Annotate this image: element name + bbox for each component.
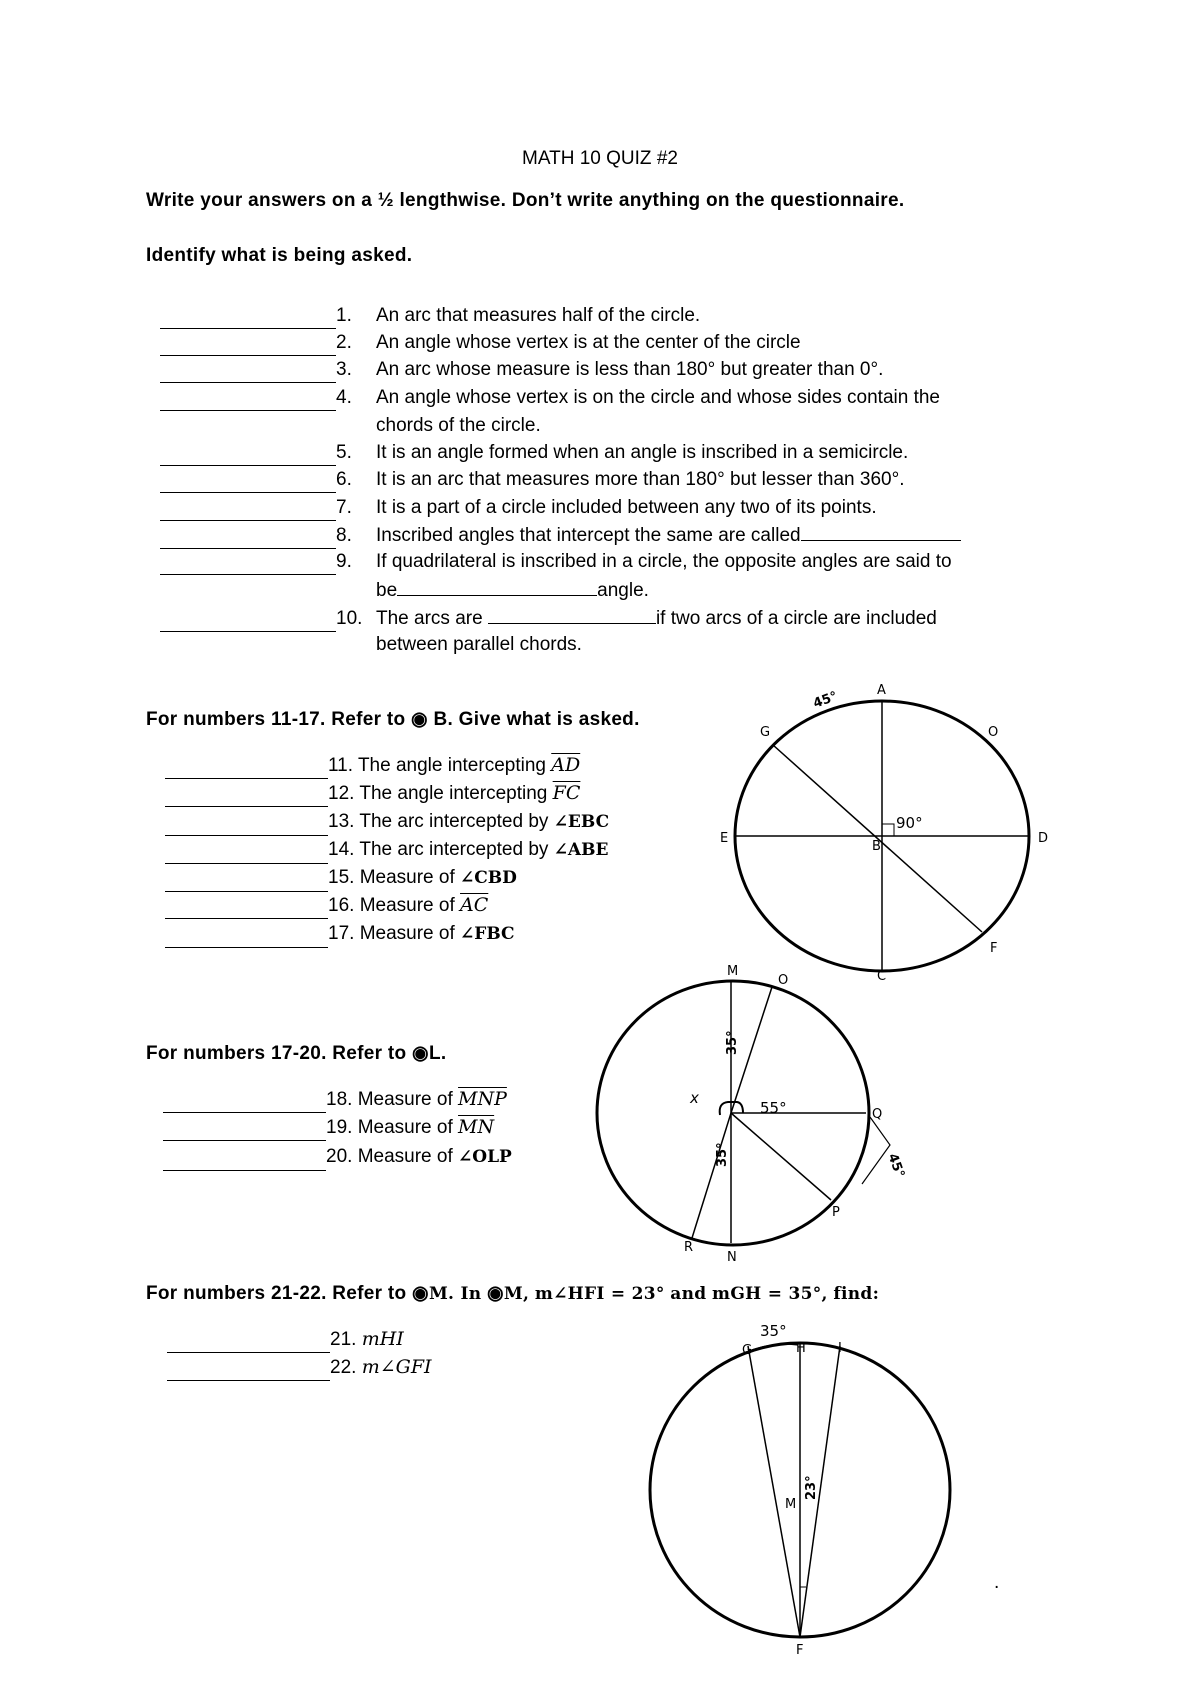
question-13: 13. The arc intercepted by ∠EBC [165, 808, 609, 836]
question-7: 7. It is a part of a circle included between any two of its points. [160, 494, 877, 521]
label-g: G [760, 725, 771, 740]
question-8: 8. Inscribed angles that intercept the same are called [160, 521, 961, 549]
answer-blank[interactable] [165, 843, 328, 864]
question-16: 16. Measure of $\overline{AC}$ [165, 892, 488, 919]
answer-blank[interactable] [160, 335, 336, 356]
question-11: 11. The angle intercepting $\overline{AD}$ [165, 752, 580, 779]
question-12: 12. The angle intercepting $\overline{FC}$ [165, 780, 580, 807]
arc-pq-brace [862, 1117, 890, 1184]
page-title: MATH 10 QUIZ #2 [522, 148, 678, 169]
circle-b-diagram [720, 680, 1050, 984]
footer-dot: . [994, 1572, 1000, 1593]
label-d: D [1038, 831, 1049, 846]
question-15: 15. Measure of ∠CBD [165, 864, 517, 892]
right-angle-mark [882, 824, 894, 836]
inline-blank[interactable] [397, 576, 597, 596]
angle-35a-label: 35° [725, 1030, 740, 1055]
answer-blank[interactable] [167, 1360, 330, 1381]
question-6: 6. It is an arc that measures more than 180° but lesser than 360°. [160, 466, 904, 493]
question-3: 3. An arc whose measure is less than 180° but greater than 0°. [160, 356, 883, 383]
answer-blank[interactable] [165, 786, 328, 807]
label-a: A [877, 683, 886, 698]
question-9: 9. If quadrilateral is inscribed in a circle, the opposite angles are said to [160, 548, 952, 575]
answer-blank[interactable] [160, 390, 336, 411]
chord-lr [692, 1113, 731, 1238]
answer-blank[interactable] [160, 611, 336, 632]
section2-heading: For numbers 11-17. Refer to ◉ B. Give what is asked. [146, 709, 640, 730]
label-g: G [742, 1343, 753, 1358]
answer-blank[interactable] [160, 472, 336, 493]
label-m: M [727, 964, 739, 979]
answer-blank[interactable] [160, 308, 336, 329]
answer-blank[interactable] [163, 1092, 326, 1113]
label-m: M [785, 1497, 797, 1512]
label-c: C [877, 969, 887, 984]
answer-blank[interactable] [163, 1120, 326, 1141]
label-q: Q [872, 1107, 883, 1122]
question-2: 2. An angle whose vertex is at the center of the circle [160, 329, 801, 356]
question-21: 21. mHI [167, 1326, 404, 1353]
radius-lp [731, 1113, 831, 1200]
label-r: R [684, 1240, 694, 1255]
instruction: Write your answers on a ½ lengthwise. Don’t write anything on the questionnaire. [146, 190, 905, 211]
question-17: 17. Measure of ∠FBC [165, 920, 515, 948]
question-4-cont: chords of the circle. [376, 415, 541, 436]
label-x: x [690, 1089, 699, 1107]
answer-blank[interactable] [165, 898, 328, 919]
line-gf [748, 1346, 800, 1637]
question-20: 20. Measure of ∠OLP [163, 1143, 512, 1171]
answer-blank[interactable] [160, 500, 336, 521]
label-o: O [988, 725, 999, 740]
arc-45-label: 45° [811, 689, 840, 712]
answer-blank[interactable] [167, 1332, 330, 1353]
question-1: 1. An arc that measures half of the circle. [160, 302, 700, 329]
question-19: 19. Measure of $\overline{MN}$ [163, 1114, 494, 1141]
answer-blank[interactable] [163, 1150, 326, 1171]
label-o: O [778, 973, 789, 988]
angle-90-label: 90° [896, 814, 923, 832]
label-p: P [832, 1205, 840, 1220]
question-14: 14. The arc intercepted by ∠ABE [165, 836, 608, 864]
arc-45-label: 45° [884, 1151, 908, 1180]
angle-55-label: 55° [760, 1099, 787, 1117]
section4-heading: For numbers 21-22. Refer to ◉M. In ◉M, m∠HFI = 23° and mGH = 35°, find: [146, 1283, 880, 1304]
answer-blank[interactable] [165, 927, 328, 948]
circle-m-diagram [640, 1318, 960, 1658]
arc-35-label: 35° [760, 1322, 787, 1340]
circle-l-diagram [590, 964, 920, 1265]
question-4: 4. An angle whose vertex is on the circle and whose sides contain the [160, 384, 940, 411]
label-n: N [727, 1250, 737, 1265]
label-i: I [838, 1341, 842, 1356]
answer-blank[interactable] [160, 362, 336, 383]
angle-35b-label: 35° [715, 1142, 730, 1167]
label-b: B [872, 839, 881, 854]
question-9-cont: be angle. [376, 576, 649, 604]
answer-blank[interactable] [165, 815, 328, 836]
answer-blank[interactable] [165, 758, 328, 779]
answer-blank[interactable] [160, 554, 336, 575]
answer-blank[interactable] [160, 528, 336, 549]
label-f: F [990, 941, 998, 956]
answer-blank[interactable] [165, 871, 328, 892]
question-5: 5. It is an angle formed when an angle is inscribed in a semicircle. [160, 439, 908, 466]
question-10-cont: between parallel chords. [376, 634, 582, 655]
label-h: H [796, 1341, 806, 1356]
question-18: 18. Measure of $\overline{MNP}$ [163, 1086, 507, 1113]
inline-blank[interactable] [488, 604, 656, 624]
question-10: 10. The arcs are if two arcs of a circle are included [160, 604, 937, 632]
label-f: F [796, 1643, 804, 1658]
label-e: E [720, 831, 729, 846]
answer-blank[interactable] [160, 445, 336, 466]
inline-blank[interactable] [801, 521, 961, 541]
identify-heading: Identify what is being asked. [146, 245, 413, 266]
question-22: 22. m∠GFI [167, 1354, 432, 1381]
angle-23-label: 23° [804, 1475, 819, 1500]
section3-heading: For numbers 17-20. Refer to ◉L. [146, 1043, 447, 1064]
